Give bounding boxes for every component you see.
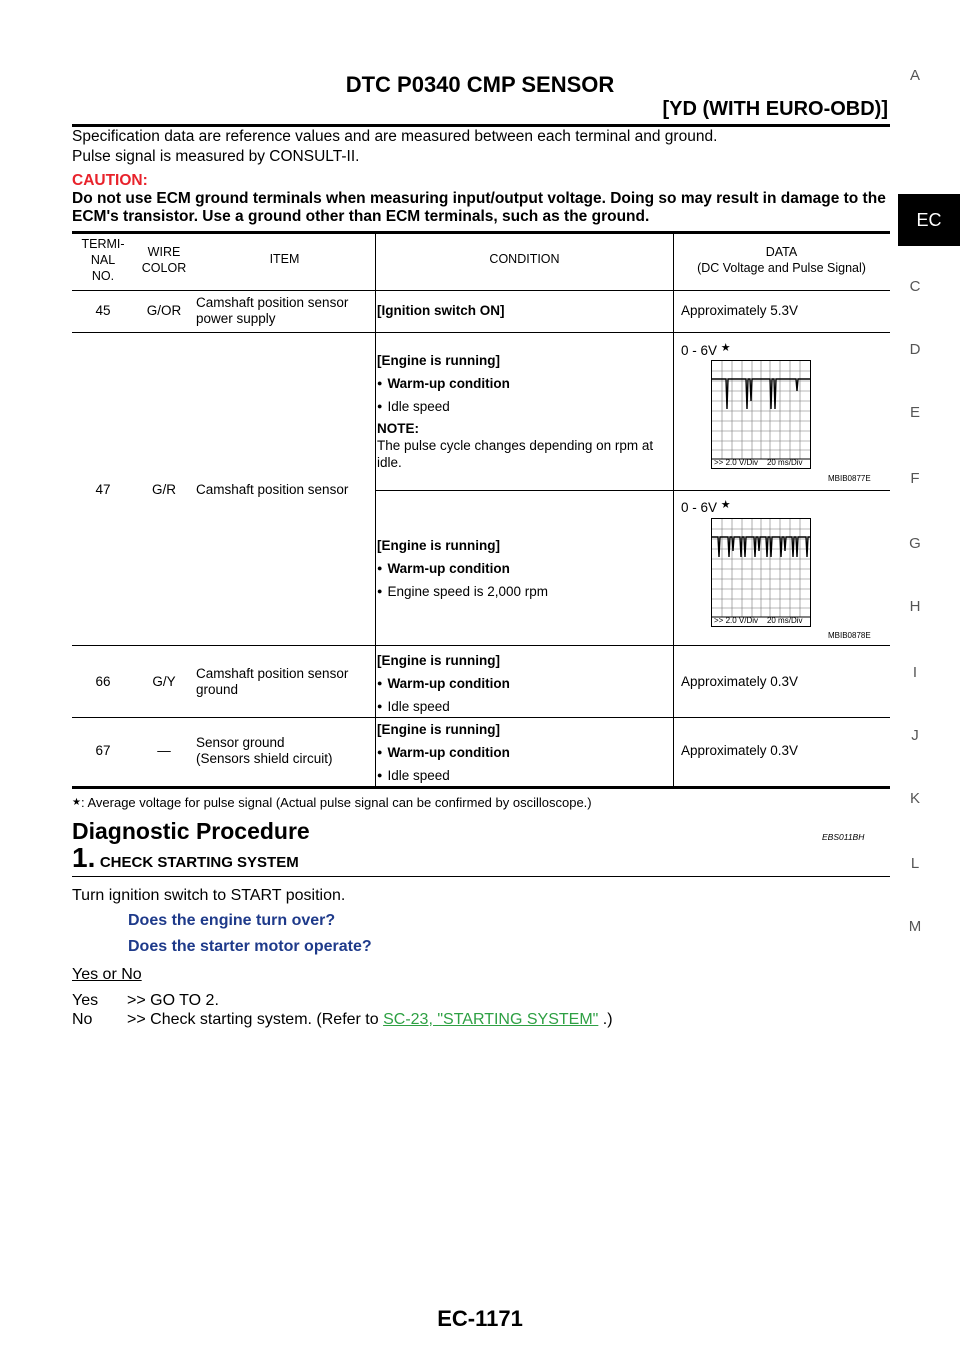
condition-bullet: ● Warm-up condition [377, 557, 548, 580]
answer-key: Yes [72, 992, 99, 1009]
question: Does the engine turn over? [128, 912, 336, 929]
section-title: Diagnostic Procedure [72, 818, 310, 844]
condition-heading: [Engine is running] [377, 653, 500, 668]
subrow-rule [375, 490, 890, 491]
condition-bullet: ● Idle speed [377, 395, 669, 418]
yes-no-label: Yes or No [72, 966, 142, 983]
page-title: DTC P0340 CMP SENSOR [345, 72, 615, 97]
condition-heading: [Engine is running] [377, 538, 500, 553]
terminal-number: 47 [95, 482, 111, 497]
item-name [196, 735, 333, 767]
header-data-line: (DC Voltage and Pulse Signal) [697, 261, 866, 275]
note-label: NOTE: [377, 421, 419, 436]
page-subtitle: [YD (WITH EURO-OBD)] [662, 98, 888, 120]
header-data [673, 244, 890, 276]
scope-marker-icon: >> [714, 616, 724, 625]
condition-block [377, 535, 548, 603]
index-letter-e[interactable]: E [909, 404, 920, 421]
item-line: power supply [196, 311, 276, 326]
item-line: Camshaft position sensor [196, 666, 349, 681]
item-line: Camshaft position sensor [196, 295, 349, 310]
wire-color: G/OR [146, 303, 182, 318]
condition-bullet: ● Warm-up condition [377, 372, 669, 395]
header-rule [72, 124, 890, 127]
image-id: MBIB0878E [828, 631, 871, 640]
note-text: idle. [377, 455, 402, 470]
condition-heading: [Engine is running] [377, 722, 500, 737]
answer-text: .) [598, 1011, 613, 1028]
wire-color: G/Y [152, 674, 176, 689]
image-id: MBIB0877E [828, 474, 871, 483]
step-label: CHECK STARTING SYSTEM [99, 854, 299, 871]
index-letter-m[interactable]: M [908, 918, 922, 935]
index-letter-d[interactable]: D [909, 341, 921, 358]
header-wire-line: COLOR [141, 261, 187, 275]
index-letter-g[interactable]: G [909, 535, 921, 552]
terminal-number: 67 [95, 743, 111, 758]
item-name: Camshaft position sensor [196, 482, 349, 497]
caution-text: Do not use ECM ground terminals when measuring input/output voltage. Doing so may result in damage to the ECM's transistor. Use a ground other than ECM terminals, such as the ground. [72, 190, 886, 225]
row-rule [72, 645, 890, 646]
step-number: 1. [72, 842, 96, 873]
star-icon: ★ [720, 499, 731, 511]
voltage-range: 0 - 6V [681, 500, 718, 515]
scope-volt-scale: 2.0 V/Div [725, 616, 759, 625]
step-rule [72, 876, 890, 877]
page-number: EC-1171 [437, 1306, 523, 1331]
step-heading [72, 842, 299, 874]
footnote [72, 795, 592, 810]
scope-time-scale: 20 ms/Div [766, 616, 803, 625]
terminal-number: 66 [95, 674, 111, 689]
scope-time-scale: 20 ms/Div [766, 458, 803, 467]
header-terminal-line: TERMI- [81, 237, 125, 251]
condition-block [377, 719, 510, 787]
voltage-range: 0 - 6V [681, 343, 718, 358]
oscilloscope-waveform-idle [711, 360, 811, 469]
condition-block [377, 650, 510, 718]
star-icon: ★ [720, 342, 731, 354]
caution-heading: CAUTION: [72, 172, 148, 189]
condition-bullet: ● Warm-up condition [377, 741, 510, 764]
index-letter-f[interactable]: F [910, 470, 920, 487]
row-rule [72, 332, 890, 333]
index-letter-h[interactable]: H [909, 598, 921, 615]
waveform-grid [712, 519, 810, 626]
data-value: Approximately 0.3V [681, 674, 799, 689]
condition-bullet: ● Idle speed [377, 695, 510, 718]
intro-line-2: Pulse signal is measured by CONSULT-II. [72, 148, 360, 165]
answer-yes [72, 992, 219, 1010]
condition-heading: [Engine is running] [377, 353, 500, 368]
condition-bullet: ● Engine speed is 2,000 rpm [377, 580, 548, 603]
step-instruction: Turn ignition switch to START position. [72, 887, 346, 904]
index-letter-c[interactable]: C [909, 278, 921, 295]
data-value [681, 498, 731, 515]
index-letter-j[interactable]: J [911, 727, 919, 744]
item-name [196, 666, 348, 698]
item-line: Sensor ground [196, 735, 285, 750]
reference-link[interactable]: SC-23, "STARTING SYSTEM" [383, 1011, 599, 1028]
header-data-line: DATA [765, 245, 798, 259]
header-item: ITEM [269, 252, 300, 266]
answer-text: >> GO TO 2. [127, 992, 219, 1009]
condition-block [377, 350, 669, 471]
section-id: EBS011BH [822, 832, 865, 842]
index-letter-i[interactable]: I [912, 664, 918, 681]
header-condition: CONDITION [489, 252, 560, 266]
index-letter-l[interactable]: L [910, 855, 920, 872]
terminal-number: 45 [95, 303, 111, 318]
item-line: ground [196, 682, 239, 697]
intro-line-1: Specification data are reference values and are measured between each terminal and ground. [72, 128, 718, 145]
note-text: The pulse cycle changes depending on rpm at [377, 438, 654, 453]
condition-bullet: ● Warm-up condition [377, 672, 510, 695]
item-line: (Sensors shield circuit) [196, 751, 333, 766]
scope-scale [714, 616, 803, 625]
header-terminal-line: NO. [91, 269, 115, 283]
column-rule [673, 234, 674, 786]
scope-scale [714, 458, 803, 467]
header-wire-color [134, 244, 194, 276]
condition-bullet: ● Idle speed [377, 764, 510, 787]
index-letter-a[interactable]: A [909, 67, 920, 84]
data-value: Approximately 5.3V [681, 303, 799, 318]
answer-text: >> Check starting system. (Refer to [127, 1011, 384, 1028]
wire-color: G/R [151, 482, 176, 497]
header-terminal [72, 236, 134, 284]
scope-volt-scale: 2.0 V/Div [725, 458, 759, 467]
answer-no [72, 1011, 613, 1029]
table-top-rule [72, 231, 890, 234]
footnote-text: : Average voltage for pulse signal (Actual pulse signal can be confirmed by oscilloscope.) [80, 795, 592, 810]
header-wire-line: WIRE [147, 245, 181, 259]
data-value [681, 341, 731, 358]
oscilloscope-waveform-2000rpm [711, 518, 811, 627]
scope-marker-icon: >> [714, 458, 724, 467]
question: Does the starter motor operate? [128, 938, 372, 955]
star-icon: ★ [72, 797, 81, 808]
index-letter-k[interactable]: K [909, 790, 920, 807]
wire-color: — [157, 743, 171, 758]
table-header-rule [72, 290, 890, 291]
answer-key: No [72, 1011, 93, 1028]
data-value: Approximately 0.3V [681, 743, 799, 758]
item-name [196, 295, 348, 327]
waveform-grid [712, 361, 810, 468]
condition: [Ignition switch ON] [377, 303, 505, 318]
column-rule [375, 234, 376, 786]
index-tab-active[interactable]: EC [898, 194, 960, 246]
header-terminal-line: NAL [90, 253, 116, 267]
